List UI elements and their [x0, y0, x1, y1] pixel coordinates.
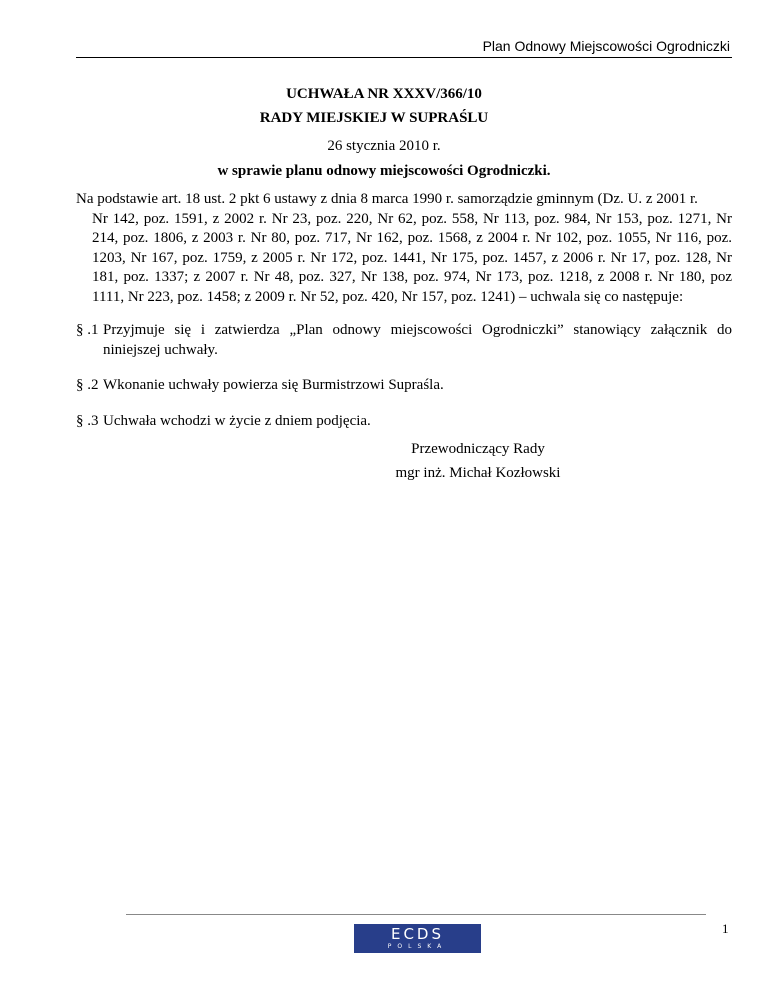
- header-rule: [76, 57, 732, 58]
- resolution-subject: w sprawie planu odnowy miejscowości Ogrodniczki.: [217, 163, 551, 179]
- page-number: 1: [722, 921, 729, 936]
- legal-basis-continuation: Nr 142, poz. 1591, z 2002 r. Nr 23, poz. 220, Nr 62, poz. 558, Nr 113, poz. 984, Nr 153, poz. 1271, Nr 214, poz. 1806, z 2003 r. Nr 80, poz. 717, Nr 162, poz. 1568, z 2004 r. Nr 102, poz. 1055, Nr 116, poz. 1203, Nr 167, poz. 1759, z 2005 r. Nr 172, poz. 1441, Nr 175, poz. 1457, z 2006 r. Nr 17, poz. 128, Nr 181, poz. 1337; z 2007 r. Nr 48, poz. 327, Nr 138, poz. 974, Nr 173, poz. 1218, z 2008 r. Nr 180, poz 1111, Nr 223, poz. 1458; z 2009 r. Nr 52, poz. 420, Nr 157, poz. 1241) – uchwala się co następuje:: [92, 210, 732, 305]
- running-header: Plan Odnowy Miejscowości Ogrodniczki: [482, 38, 730, 54]
- section-number: § .2: [76, 377, 99, 393]
- section-number: § .1: [76, 322, 99, 338]
- logo-main-text: ECDS: [390, 925, 445, 943]
- section-text: Uchwała wchodzi w życie z dniem podjęcia.: [103, 413, 371, 429]
- section-1: [76, 321, 732, 360]
- section-2: [76, 376, 732, 396]
- section-text: Wkonanie uchwały powierza się Burmistrzowi Supraśla.: [103, 377, 444, 393]
- footer-rule: [126, 914, 706, 915]
- section-text: Przyjmuje się i zatwierdza „Plan odnowy miejscowości Ogrodniczki” stanowiący załącznik do niniejszej uchwały.: [103, 322, 732, 358]
- legal-basis-first-line: Na podstawie art. 18 ust. 2 pkt 6 ustawy z dnia 8 marca 1990 r. samorządzie gminnym (Dz. U. z 2001 r.: [76, 191, 698, 207]
- resolution-date: 26 stycznia 2010 r.: [327, 138, 441, 154]
- signature-name: mgr inż. Michał Kozłowski: [395, 465, 561, 481]
- ecds-logo: [354, 924, 481, 953]
- council-name: RADY MIEJSKIEJ W SUPRAŚLU: [259, 110, 489, 126]
- section-3: [76, 412, 732, 432]
- logo-sub-text: POLSKA: [387, 943, 448, 950]
- legal-basis-paragraph: [76, 190, 732, 307]
- signature-role: Przewodniczący Rady: [411, 441, 545, 457]
- resolution-number: UCHWAŁA NR XXXV/366/10: [286, 86, 482, 102]
- section-number: § .3: [76, 413, 99, 429]
